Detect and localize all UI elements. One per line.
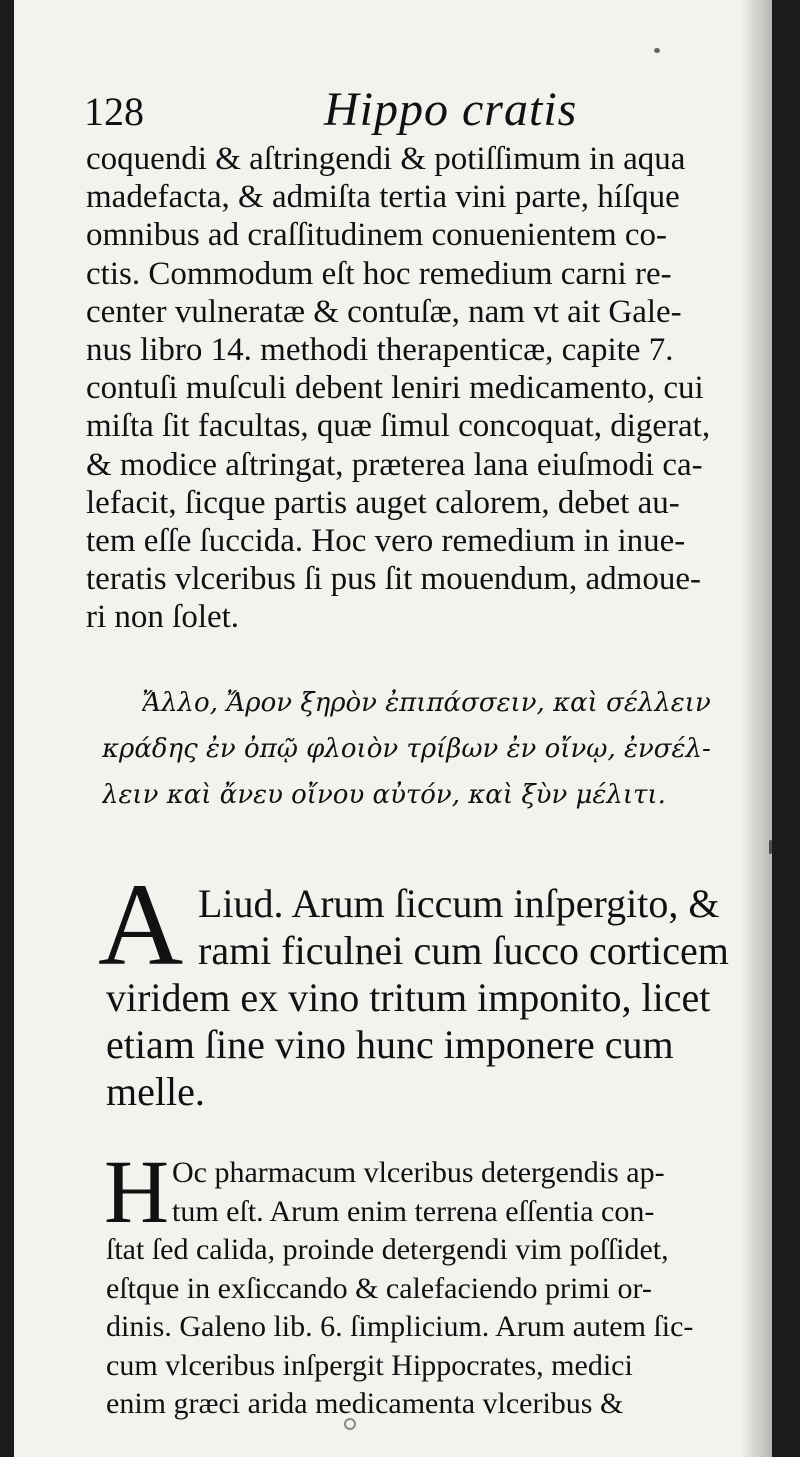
text-line: teratis vlceribus ſi pus ſit mouendum, admoue- [86,561,701,598]
greek-line: λειν καὶ ἄνευ οἴνου αὐτόν, καὶ ξὺν μέλιτι. [102,780,666,810]
text-line: etiam ſine vino hunc imponere cum [106,1022,674,1067]
text-line: rami ficulnei cum ſucco corticem [198,928,729,973]
text-line: viridem ex vino tritum imponito, licet [106,975,711,1020]
page-edge-shadow [740,0,772,1457]
text-line: madefacta, & admiſta tertia vini parte, híſque [86,179,680,216]
text-line: ſtat ſed calida, proinde detergendi vim poſſidet, [106,1233,669,1266]
greek-passage [102,680,742,818]
running-title: Hippo cratis [324,83,578,136]
text-line: dinis. Galeno lib. 6. ſimplicium. Arum autem ſic- [106,1310,694,1343]
greek-line: Ἄλλο, Ἄρον ξηρὸν ἐπιπάσσειν, καὶ σέλλειν [142,688,711,718]
paragraph-continued [86,140,742,637]
paragraph-aliud [106,880,746,1115]
text-line: center vulneratæ & contuſæ, nam vt ait Gale- [86,293,682,330]
paper-speck [344,1418,356,1430]
page-header [84,82,724,142]
paper-speck [654,48,660,53]
text-line: & modice aſtringat, præterea lana eiuſmodi ca- [86,446,703,483]
text-line: lefacit, ſicque partis auget calorem, debet au- [86,484,680,521]
text-line: coquendi & aſtringendi & potiſſimum in aqua [86,141,686,177]
page-number: 128 [84,89,144,134]
text-line: ctis. Commodum eſt hoc remedium carni re- [86,255,672,292]
greek-line: κράδης ἐν ὀπῷ φλοιὸν τρίβων ἐν οἴνῳ, ἐνσέλ- [102,734,711,764]
text-line: enim græci arida medicamenta vlceribus & [106,1387,624,1420]
drop-cap-h: H [104,1143,169,1242]
text-line: eſtque in exſiccando & calefaciendo primi or- [106,1271,652,1305]
text-line: cum vlceribus inſpergit Hippocrates, medici [106,1348,633,1382]
text-line: ri non ſolet. [86,599,240,636]
text-line: Liud. Arum ſiccum inſpergito, & [198,881,720,926]
drop-cap-a: A [98,859,184,990]
text-line: Oc pharmacum vlceribus detergendis ap- [172,1156,665,1189]
text-line: contuſi muſculi debent leniri medicamento, cui [86,370,704,407]
paragraph-hoc [106,1154,746,1424]
text-line: tum eſt. Arum enim terrena eſſentia con- [172,1194,655,1228]
text-line: nus libro 14. methodi therapenticæ, capite 7. [86,332,674,369]
book-page [14,0,772,1457]
text-line: tem eſſe ſuccida. Hoc vero remedium in inue- [86,523,686,560]
text-line: miſta ſit facultas, quæ ſimul concoquat, digerat, [86,408,711,445]
text-line: omnibus ad craſſitudinem conuenientem co- [86,217,667,254]
text-line: melle. [106,1069,205,1114]
